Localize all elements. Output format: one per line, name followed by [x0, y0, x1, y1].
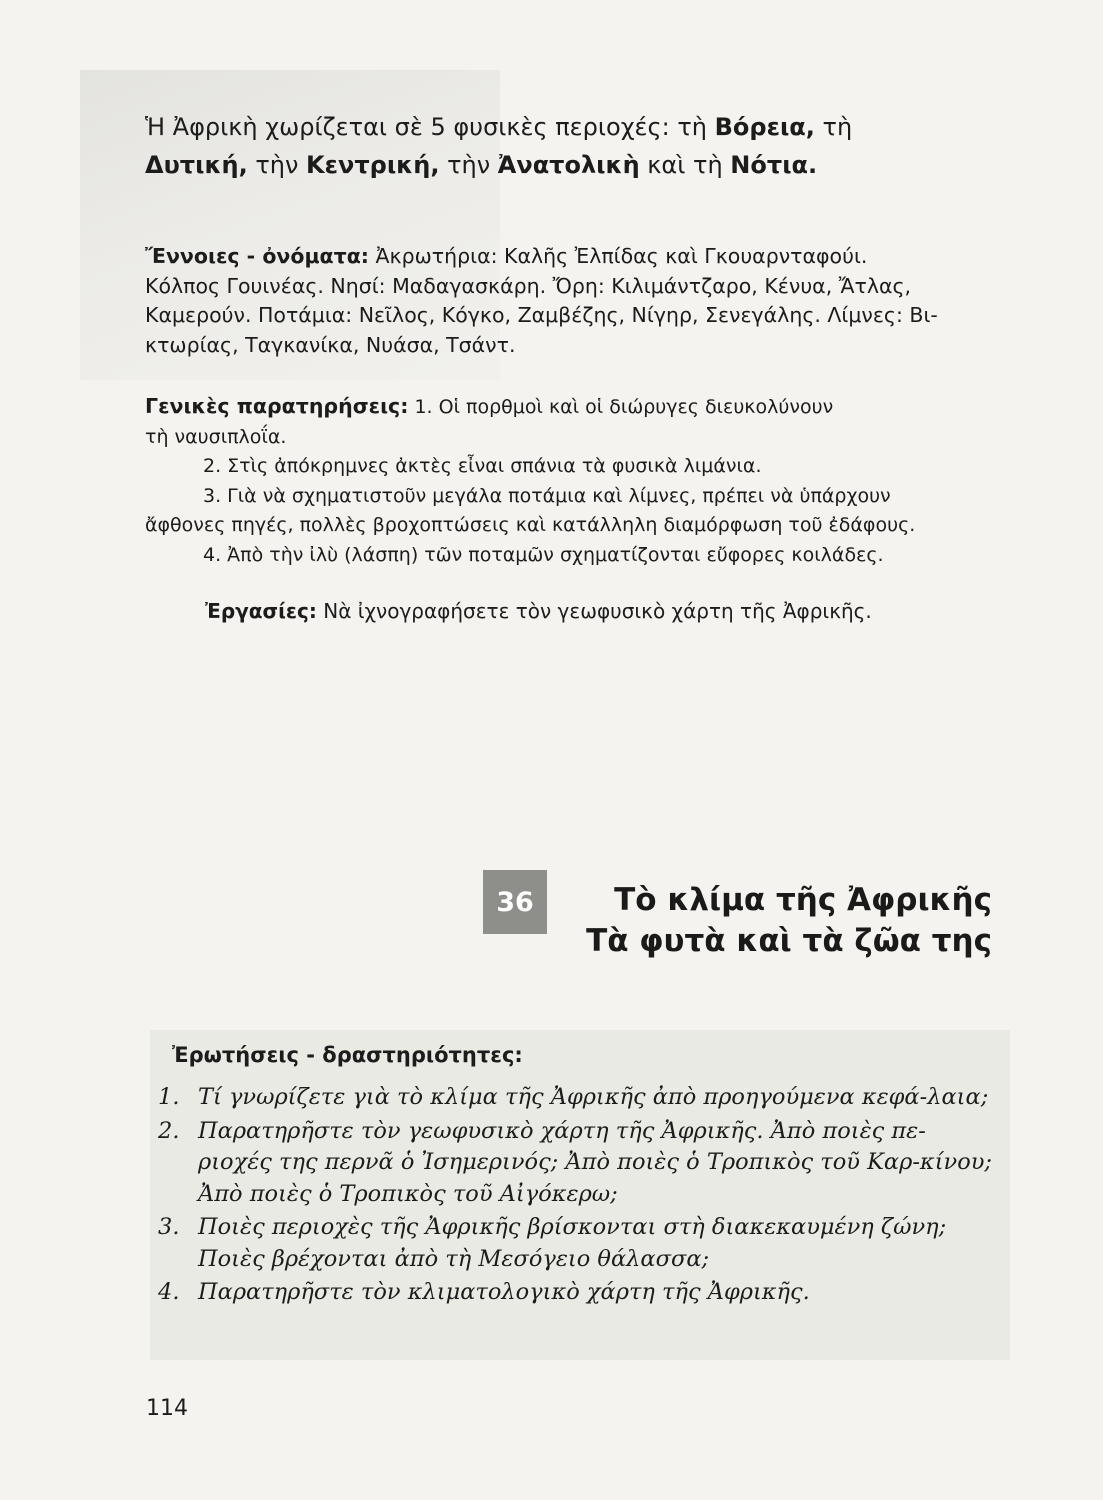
region-west: Δυτική, — [145, 151, 248, 179]
chapter-title — [560, 880, 992, 962]
observation-item: 2. Στὶς ἀπόκρημνες ἀκτὲς εἶναι σπάνια τὰ φυσικὰ λιμάνια. — [203, 455, 762, 477]
question-item — [158, 1212, 998, 1275]
question-item — [158, 1277, 998, 1309]
region-east: Ἀνατολικὴ — [497, 151, 640, 179]
page-number: 114 — [146, 1396, 188, 1421]
question-number: 4. — [158, 1279, 180, 1305]
questions-heading: Ἐρωτήσεις - δραστηριότητες: — [172, 1043, 523, 1067]
chapter-title-line: Τὸ κλίμα τῆς Ἀφρικῆς — [614, 882, 992, 918]
concepts-line: Κόλπος Γουινέας. Νησί: Μαδαγασκάρη. Ὄρη: Κιλιμάντζαρο, Κένυα, Ἄτλας, — [145, 273, 912, 298]
observation-item: τὴ ναυσιπλοΐα. — [145, 425, 287, 448]
chapter-title-line: Τὰ φυτὰ καὶ τὰ ζῶα της — [586, 923, 992, 959]
region-north: Βόρεια, — [714, 113, 815, 141]
observation-item: 1. Οἱ πορθμοὶ καὶ οἱ διώρυγες διευκολύνουν — [408, 396, 834, 418]
question-number: 2. — [158, 1117, 180, 1144]
question-number: 1. — [158, 1084, 180, 1110]
questions-list — [158, 1082, 998, 1311]
question-text: Ποιὲς περιοχὲς τῆς Ἀφρικῆς βρίσκονται στὴ διακεκαυμένη ζώνη; Ποιὲς βρέχονται ἀπὸ τὴ Μεσόγειο θάλασσα; — [198, 1214, 947, 1272]
concepts-line: κτωρίας, Ταγκανίκα, Νυάσα, Τσάντ. — [145, 332, 516, 357]
observation-item: ἄφθονες πηγές, πολλὲς βροχοπτώσεις καὶ κατάλληλη διαμόρφωση τοῦ ἐδάφους. — [145, 514, 916, 536]
question-text: Τί γνωρίζετε γιὰ τὸ κλίμα τῆς Ἀφρικῆς ἀπὸ προηγούμενα κεφά-λαια; — [198, 1084, 989, 1110]
general-observations — [145, 392, 1005, 570]
chapter-number-badge: 36 — [483, 870, 547, 934]
intro-text: καὶ τὴ — [639, 151, 731, 179]
question-text: Παρατηρῆστε τὸν γεωφυσικὸ χάρτη τῆς Ἀφρικῆς. Ἀπὸ ποιὲς πε-ριοχές της περνᾶ ὁ Ἰσημερινός; Ἀπὸ ποιὲς ὁ Τροπικὸς τοῦ Καρ-κίνου; Ἀπὸ ποιὲς ὁ Τροπικὸς τοῦ Αἰγόκερω; — [198, 1117, 992, 1207]
question-text: Παρατηρῆστε τὸν κλιματολογικὸ χάρτη τῆς Ἀφρικῆς. — [198, 1279, 810, 1305]
observation-item: 4. Ἀπὸ τὴν ἰλὺ (λάσπη) τῶν ποταμῶν σχηματίζονται εὔφορες κοιλάδες. — [203, 543, 884, 566]
general-label: Γενικὲς παρατηρήσεις: — [145, 394, 409, 418]
concepts-section — [145, 242, 1005, 360]
question-item — [158, 1116, 998, 1211]
concepts-line: Καμερούν. Ποτάμια: Νεῖλος, Κόγκο, Ζαμβέζης, Νίγηρ, Σενεγάλης. Λίμνες: Βι- — [145, 303, 938, 327]
intro-text: Ἡ Ἀφρικὴ χωρίζεται σὲ 5 φυσικὲς περιοχές: τὴ — [145, 113, 715, 141]
observation-item: 3. Γιὰ νὰ σχηματιστοῦν μεγάλα ποτάμια καὶ λίμνες, πρέπει νὰ ὑπάρχουν — [203, 484, 891, 507]
question-number: 3. — [158, 1214, 180, 1240]
region-south: Νότια. — [730, 151, 818, 179]
tasks-label: Ἐργασίες: — [205, 599, 317, 623]
concepts-line: Ἀκρωτήρια: Καλῆς Ἐλπίδας καὶ Γκουαρνταφούι. — [368, 244, 868, 268]
intro-text: τὴν — [439, 151, 498, 179]
intro-paragraph — [145, 108, 1005, 184]
intro-text: τὴ — [814, 113, 853, 141]
concepts-label: Ἔννοιες - ὀνόματα: — [145, 244, 369, 268]
question-item — [158, 1082, 998, 1114]
intro-text: τὴν — [247, 151, 307, 179]
tasks-text: Νὰ ἰχνογραφήσετε τὸν γεωφυσικὸ χάρτη τῆς Ἀφρικῆς. — [316, 599, 872, 623]
region-central: Κεντρική, — [306, 151, 440, 179]
tasks-section — [205, 597, 1005, 625]
